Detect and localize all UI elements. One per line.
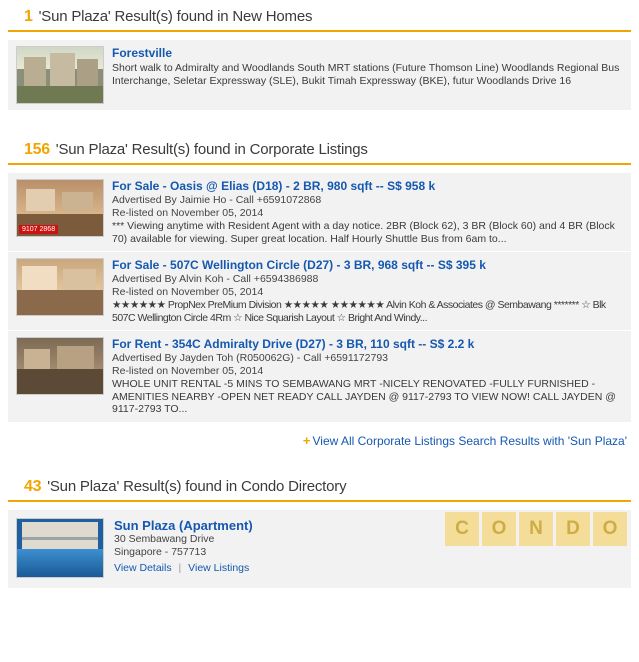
thumbnail-lower: [17, 369, 103, 394]
thumbnail-lower: [17, 290, 103, 315]
condo-thumbnail-pool: [17, 549, 103, 577]
forestville-thumbnail[interactable]: [16, 46, 104, 104]
result-body: [112, 179, 623, 245]
section-title-new-homes: 'Sun Plaza' Result(s) found in New Homes: [38, 8, 313, 25]
watermark-letter: O: [482, 512, 516, 546]
table-row[interactable]: [8, 252, 631, 331]
condo-title-link[interactable]: Sun Plaza (Apartment): [114, 517, 253, 533]
result-title-link[interactable]: Forestville: [112, 46, 173, 60]
view-listings-link[interactable]: View Listings: [188, 561, 250, 574]
thumbnail-building-right: [77, 59, 98, 87]
thumbnail-shape-a: [22, 266, 56, 291]
condo-address: 30 Sembawang Drive: [114, 532, 215, 545]
result-count-new-homes: 1: [24, 8, 33, 25]
condo-photo-sun-plaza[interactable]: [16, 518, 104, 578]
listing-relisted-date: Re-listed on November 05, 2014: [112, 285, 264, 298]
thumbnail-phone-tag: 9107 2868: [19, 225, 58, 234]
view-all-corporate-listings-link[interactable]: [303, 434, 627, 448]
result-body: [112, 46, 623, 104]
watermark-letter: D: [556, 512, 590, 546]
section-gap-1: [0, 111, 639, 141]
thumbnail-ground: [17, 86, 103, 103]
listing-agent: Advertised By Alvin Koh - Call +6594386988: [112, 273, 319, 285]
listing-description: WHOLE UNIT RENTAL -5 MINS TO SEMBAWANG MRT -NICELY RENOVATED -FULLY FURNISHED -AMENITIES NEARBY -OPEN NET READY CALL JAYDEN @ 9117-2793 TO VIEW NOW! CALL JAYDEN @ 9117-2793 TO...: [112, 378, 616, 415]
table-row[interactable]: [8, 173, 631, 252]
listing-title-link[interactable]: For Sale - Oasis @ Elias (D18) - 2 BR, 980 sqft -- S$ 958 k: [112, 179, 436, 193]
listing-description: ★★★★★★ PropNex PreMium Division ★★★★★ ★★★★★★ Alvin Koh & Associates @ Sembawang ******* ☆ Blk 507C Wellington Circle 4Rm ☆ Nice Squarish Layout ☆ Bright And Windy...: [112, 299, 606, 324]
condo-links: [114, 562, 623, 574]
result-body: [112, 258, 623, 324]
listing-photo-oasis[interactable]: [16, 179, 104, 237]
result-count-condo-directory: 43: [24, 477, 42, 495]
listing-photo-admiralty[interactable]: [16, 337, 104, 395]
condo-result-row[interactable]: [8, 510, 631, 588]
listing-photo-wellington[interactable]: [16, 258, 104, 316]
listing-title-link[interactable]: For Rent - 354C Admiralty Drive (D27) - 3 BR, 110 sqft -- S$ 2.2 k: [112, 337, 475, 351]
result-row[interactable]: [8, 40, 631, 111]
listing-relisted-date: Re-listed on November 05, 2014: [112, 206, 264, 219]
thumbnail-shape-a: [24, 349, 50, 369]
link-separator: |: [178, 561, 182, 574]
thumbnail-shape-b: [63, 269, 96, 290]
view-all-container: [8, 433, 627, 448]
listing-title-link[interactable]: For Sale - 507C Wellington Circle (D27) - 3 BR, 968 sqft -- S$ 395 k: [112, 258, 486, 272]
view-all-label: View All Corporate Listings Search Results with 'Sun Plaza': [312, 433, 627, 448]
plus-icon: +: [302, 432, 311, 448]
thumbnail-building-left: [24, 57, 46, 87]
result-description: Short walk to Admiralty and Woodlands South MRT stations (Future Thomson Line) Woodlands Regional Bus Interchange, Seletar Expressway (SLE), Bukit Timah Expressway (BKE), futur Woodlands Drive 16: [112, 62, 620, 87]
section-gap-2: [0, 448, 639, 478]
thumbnail-shape-a: [26, 189, 55, 211]
view-details-link[interactable]: View Details: [114, 561, 172, 574]
listing-relisted-date: Re-listed on November 05, 2014: [112, 364, 264, 377]
watermark-letter: C: [445, 512, 479, 546]
top-spacer: [0, 0, 639, 8]
thumbnail-shape-b: [62, 192, 93, 211]
result-count-corporate-listings: 156: [24, 141, 50, 158]
listing-agent: Advertised By Jayden Toh (R050062G) - Call +6591172793: [112, 352, 388, 364]
section-title-condo-directory: 'Sun Plaza' Result(s) found in Condo Directory: [47, 477, 347, 495]
section-header-condo-directory: [8, 478, 631, 502]
condo-postal: Singapore - 757713: [114, 545, 207, 558]
result-body: [112, 337, 623, 416]
condo-thumbnail-building: [22, 522, 98, 549]
section-header-corporate-listings: [8, 141, 631, 165]
thumbnail-shape-b: [57, 346, 95, 370]
watermark-letter: N: [519, 512, 553, 546]
section-title-corporate-listings: 'Sun Plaza' Result(s) found in Corporate Listings: [55, 141, 368, 158]
listing-description: *** Viewing anytime with Resident Agent with a day notice. 2BR (Block 62), 3 BR (Block 60) and 4 BR (Block 70) available for viewing. Super great location. Half Hourly Shuttle Bus from 6am to...: [112, 220, 615, 245]
table-row[interactable]: [8, 331, 631, 423]
watermark-letter: O: [593, 512, 627, 546]
section-header-new-homes: [8, 8, 631, 32]
listing-agent: Advertised By Jaimie Ho - Call +6591072868: [112, 194, 322, 206]
condo-body: [114, 518, 623, 580]
thumbnail-building-mid: [50, 53, 76, 88]
